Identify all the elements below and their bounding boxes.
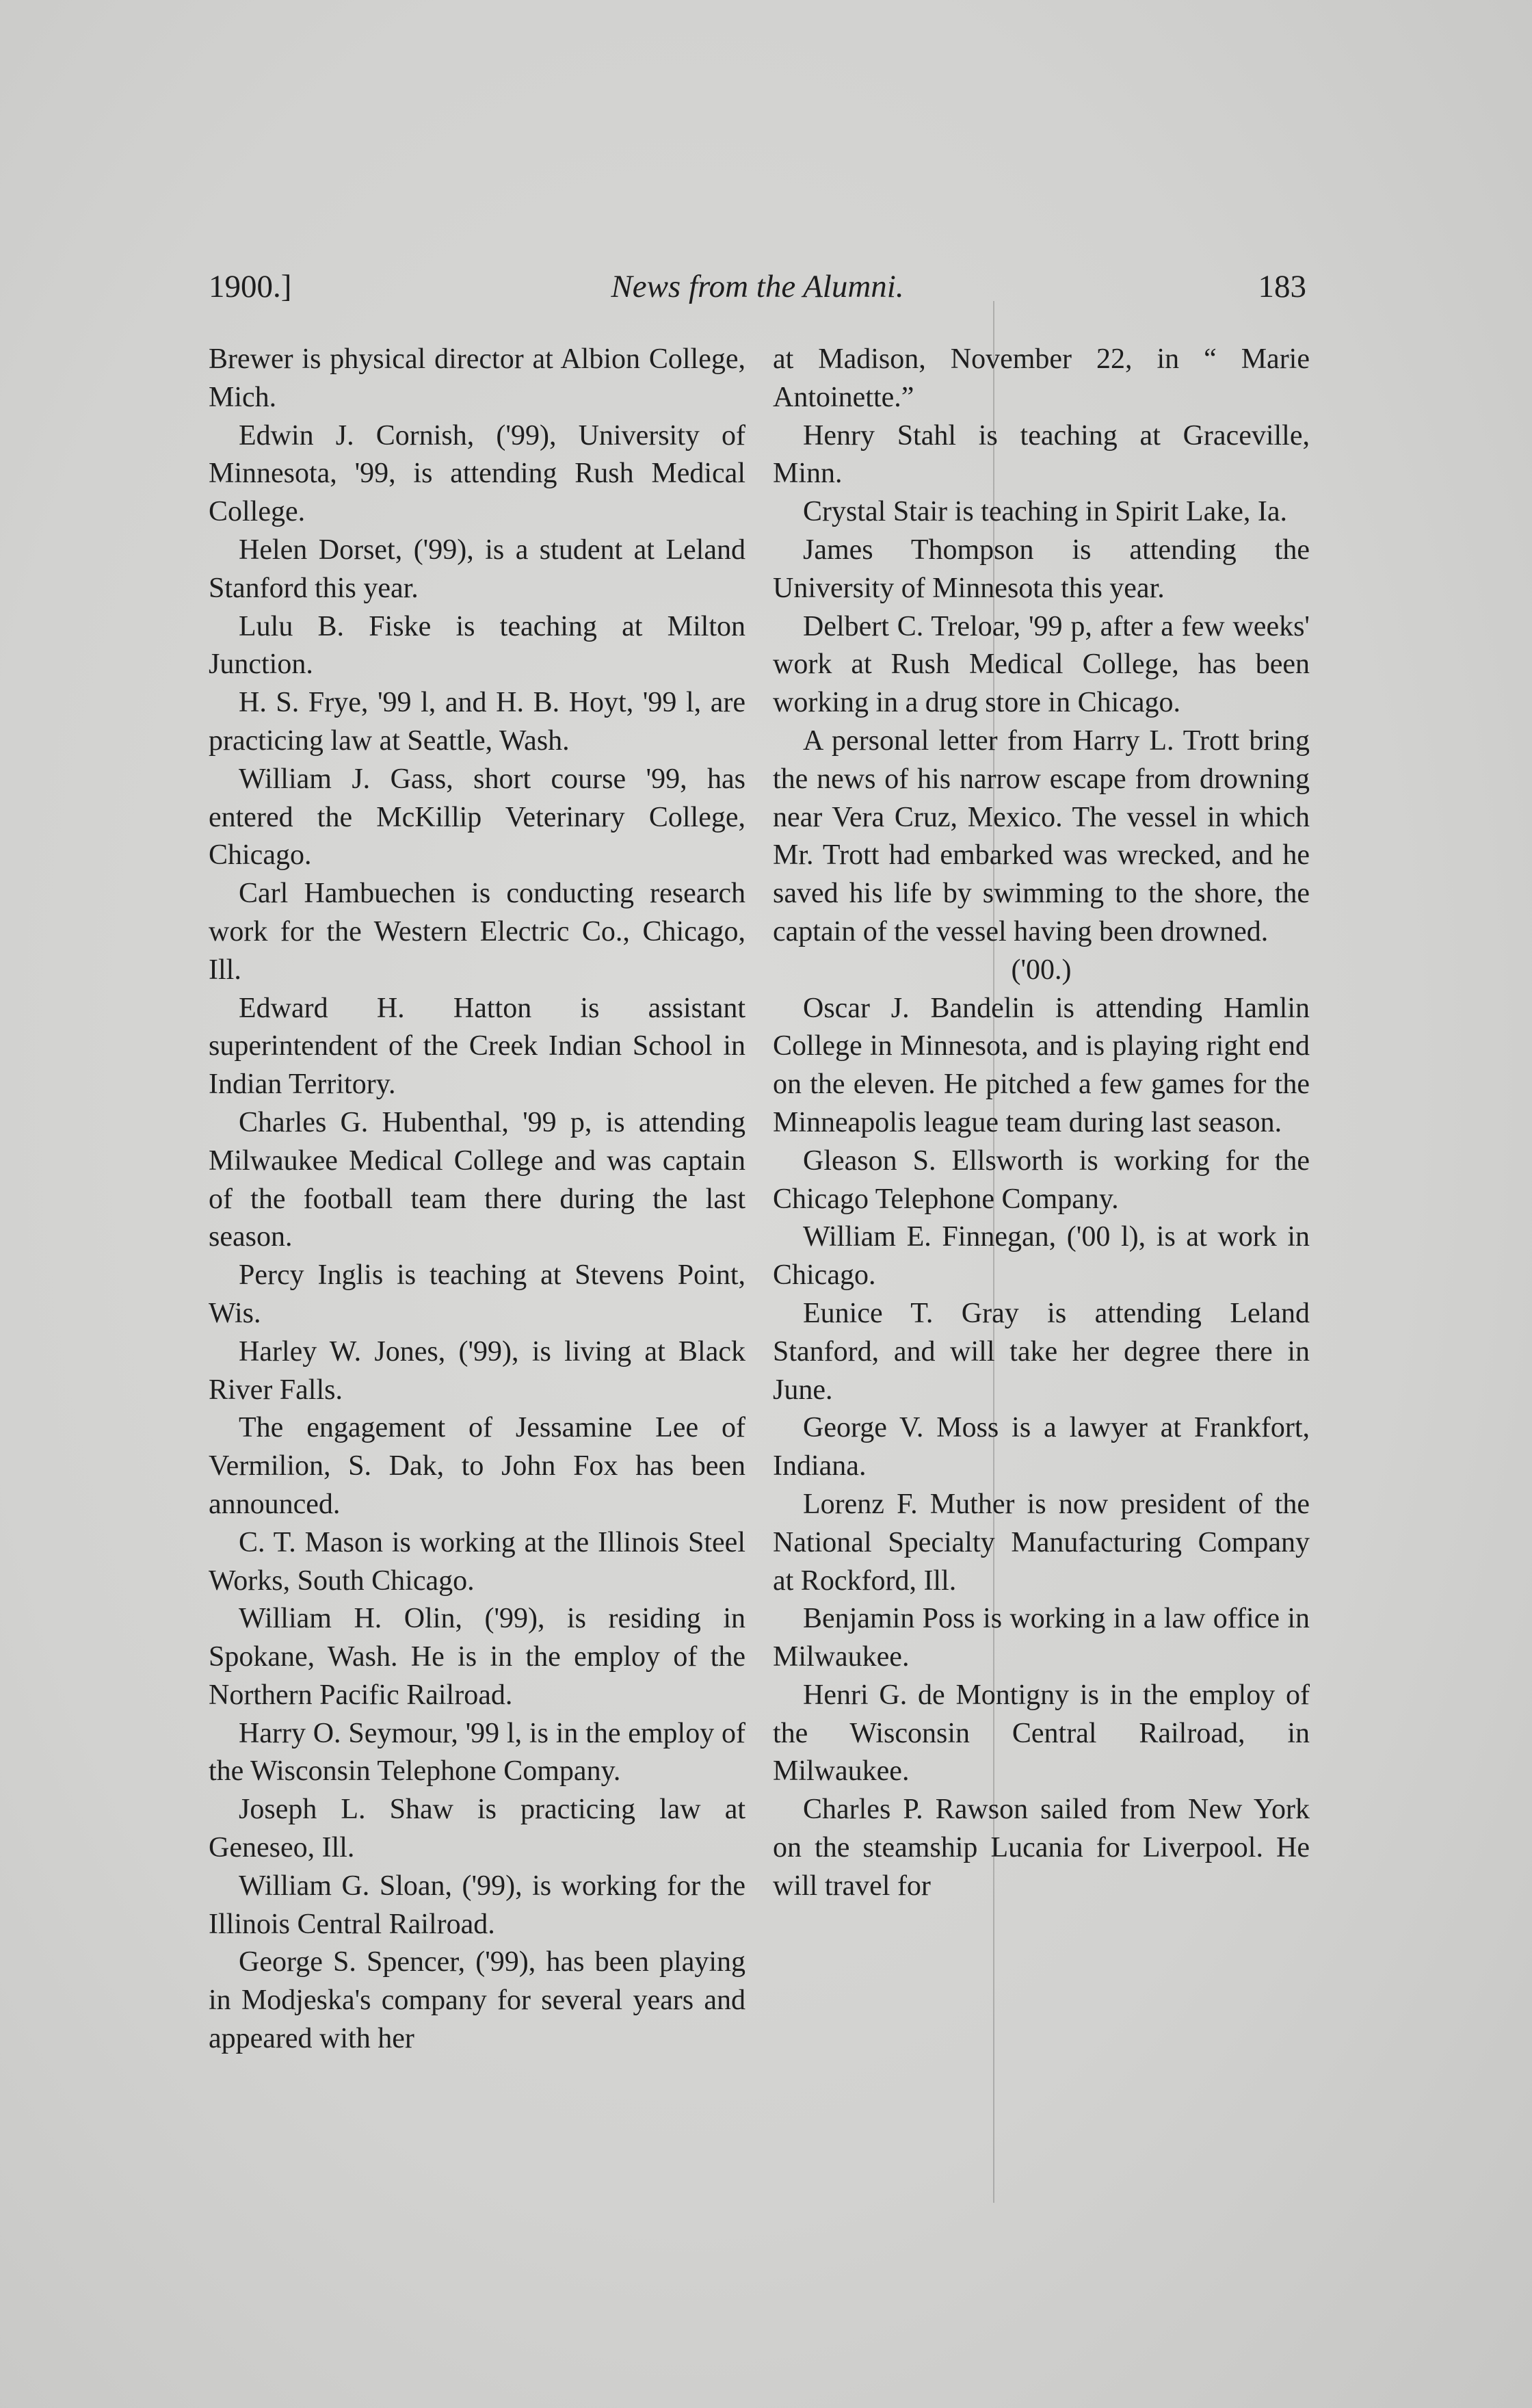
paragraph: Oscar J. Bandelin is attending Hamlin College in Minnesota, and is playing right end on the eleven. He pitched a few games for the Minneapolis league team during last season. — [773, 992, 1310, 1138]
paragraph: Percy Inglis is teaching at Stevens Point, Wis. — [209, 1259, 745, 1329]
header-year: 1900.] — [209, 269, 292, 304]
paragraph: Delbert C. Treloar, '99 p, after a few weeks' work at Rush Medical College, has been working in a drug store in Chicago. — [773, 610, 1310, 719]
paragraph: Lulu B. Fiske is teaching at Milton Junction. — [209, 610, 745, 681]
paragraph: Benjamin Poss is working in a law office in Milwaukee. — [773, 1603, 1310, 1673]
paragraph: Charles G. Hubenthal, '99 p, is attending Milwaukee Medical College and was captain of the football team there during the last season. — [209, 1106, 745, 1253]
paragraph: Gleason S. Ellsworth is working for the Chicago Telephone Company. — [773, 1144, 1310, 1215]
paragraph: Edwin J. Cornish, ('99), University of Minnesota, '99, is attending Rush Medical College. — [209, 419, 745, 528]
paragraph: Brewer is physical director at Albion College, Mich. — [209, 343, 745, 413]
paragraph: William E. Finnegan, ('00 l), is at work in Chicago. — [773, 1221, 1310, 1292]
paragraph-continuation: at Madison, November 22, in “ Marie Antoinette.” — [773, 343, 1310, 413]
paragraph: Harley W. Jones, ('99), is living at Black River Falls. — [209, 1335, 745, 1406]
paragraph: Lorenz F. Muther is now president of the National Specialty Manufacturing Company at Rockford, Ill. — [773, 1488, 1310, 1597]
paragraph: James Thompson is attending the University of Minnesota this year. — [773, 534, 1310, 604]
paragraph: Henri G. de Montigny is in the employ of the Wisconsin Central Railroad, in Milwaukee. — [773, 1679, 1310, 1788]
running-header — [209, 268, 1306, 316]
page-number: 183 — [1258, 269, 1306, 304]
paragraph: William G. Sloan, ('99), is working for the Illinois Central Railroad. — [209, 1870, 745, 1940]
paragraph: George V. Moss is a lawyer at Frankfort, Indiana. — [773, 1412, 1310, 1482]
paragraph: Edward H. Hatton is assistant superintendent of the Creek Indian School in Indian Territory. — [209, 992, 745, 1101]
paragraph: William H. Olin, ('99), is residing in Spokane, Wash. He is in the employ of the Northern Pacific Railroad. — [209, 1603, 745, 1711]
paragraph: Harry O. Seymour, '99 l, is in the employ of the Wisconsin Telephone Company. — [209, 1717, 745, 1788]
paragraph: Eunice T. Gray is attending Leland Stanford, and will take her degree there in June. — [773, 1297, 1310, 1406]
paragraph: Joseph L. Shaw is practicing law at Geneseo, Ill. — [209, 1794, 745, 1864]
header-title: News from the Alumni. — [611, 269, 904, 304]
paragraph: Crystal Stair is teaching in Spirit Lake, Ia. — [803, 496, 1288, 528]
paragraph: Helen Dorset, ('99), is a student at Leland Stanford this year. — [209, 534, 745, 604]
paragraph: A personal letter from Harry L. Trott bring the news of his narrow escape from drowning near Vera Cruz, Mexico. The vessel in which Mr. Trott had embarked was wrecked, and he saved his life by swimming to the shore, the captain of the vessel having been drowned. — [773, 724, 1310, 947]
paragraph: H. S. Frye, '99 l, and H. B. Hoyt, '99 l, are practicing law at Seattle, Wash. — [209, 687, 745, 757]
paragraph: The engagement of Jessamine Lee of Vermilion, S. Dak, to John Fox has been announced. — [209, 1412, 745, 1520]
class-year-heading: ('00.) — [1011, 954, 1072, 986]
paragraph: George S. Spencer, ('99), has been playing in Modjeska's company for several years and appeared with her — [209, 1946, 745, 2055]
paragraph: Henry Stahl is teaching at Graceville, Minn. — [773, 419, 1310, 490]
paragraph: Charles P. Rawson sailed from New York on the steamship Lucania for Liverpool. He will travel for — [773, 1794, 1310, 1902]
paragraph: Carl Hambuechen is conducting research work for the Western Electric Co., Chicago, Ill. — [209, 878, 745, 986]
right-column — [773, 341, 1310, 1906]
paragraph: William J. Gass, short course '99, has entered the McKillip Veterinary College, Chicago. — [209, 763, 745, 872]
paragraph: C. T. Mason is working at the Illinois Steel Works, South Chicago. — [209, 1526, 745, 1597]
left-column — [209, 341, 745, 2058]
